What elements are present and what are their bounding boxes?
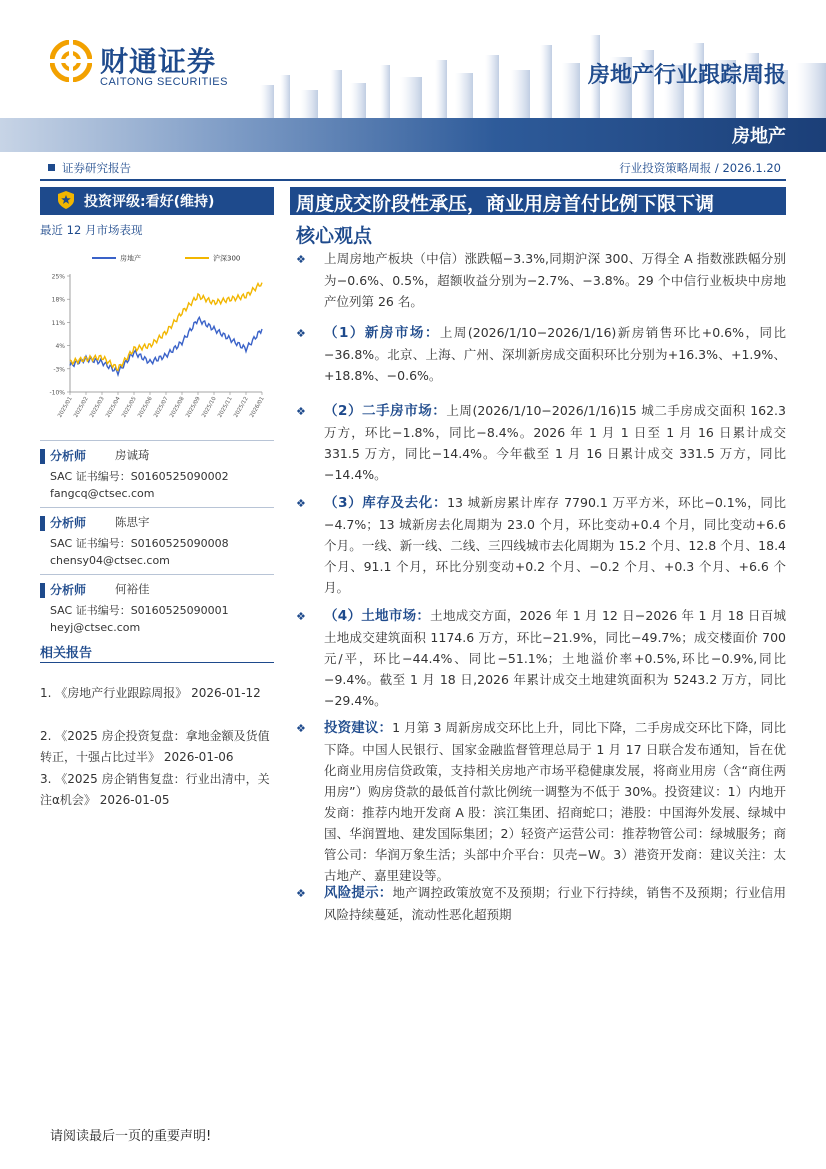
point-body: 1 月第 3 周新房成交环比上升，同比下降，二手房成交环比下降，同比下降。中国人民银行、国家金融监督管理总局于 1 月 17 日联合发布通知，旨在优化商业用房信贷政策，支持相关房地产市场平稳健康发展，将商业用房（含“商住两用房”）购房贷款的最低首付款比例统一调整为不低于 30%。投资建议：1）内地开发商：推荐内地开发商 A 股：滨江集团、招商蛇口；港股：中国海外发展、绿城中国、华润置地、建发国际集团；2）轻资产运营公司：推荐物管公司：绿城服务；商管公司：华润万象生活；头部中介平台：贝壳−W。3）港资开发商：建议关注：太古地产、嘉里建设等。 (324, 720, 787, 883)
point-heading: （1）新房市场： (324, 325, 440, 341)
point-body: 地产调控政策放宽不及预期；行业下行持续，销售不及预期；行业信用风险持续蔓延，流动性恶化超预期 (324, 885, 786, 922)
related-reports-title: 相关报告 (40, 646, 93, 661)
x-tick-label: 2025/12 (233, 396, 250, 419)
point-body: 13 城新房累计库存 7790.1 万平方米，环比−0.1%，同比−4.7%；13 城新房去化周期为 23.0 个月，环比变动+0.4 个月，同比变动+6.6 个月。一线、新一线、二线、三四线城市去化周期为 15.2 个月、12.8 个月、18.4 个月、91.1 个月，环比分别变动+0.2 个月、−0.2 个月、+0.3 个月、+6.6 个月。 (324, 495, 786, 595)
caitong-logo-icon (50, 40, 92, 82)
sector-label: 房地产 (732, 126, 786, 147)
footer-disclaimer[interactable]: 请阅读最后一页的重要声明! (50, 1129, 212, 1144)
series-line (70, 317, 262, 375)
report-series-title: 房地产行业跟踪周报 (587, 63, 786, 88)
logo-chinese-name: 财通证券 (100, 45, 217, 78)
x-tick-label: 2025/10 (201, 396, 218, 419)
diamond-bullet-icon: ❖ (296, 327, 306, 340)
point-heading: （3）库存及去化： (324, 495, 448, 511)
series-line (70, 283, 262, 371)
market-performance-chart (40, 240, 274, 432)
y-tick-label: -3% (53, 366, 65, 374)
analyst-email[interactable]: fangcq@ctsec.com (50, 487, 155, 500)
legend-label: 沪深300 (213, 254, 241, 263)
analyst-divider (40, 574, 274, 575)
related-report-item[interactable]: 2. 《2025 房企投资复盘：拿地金额及货值转正，十强占比过半》 2026-01-06 (40, 729, 270, 764)
point-new-homes (324, 322, 786, 386)
related-report-item[interactable]: 1. 《房地产行业跟踪周报》 2026-01-12 (40, 686, 261, 700)
x-tick-label: 2026/01 (249, 396, 266, 419)
y-tick-label: 18% (51, 296, 65, 304)
point-investment-advice (324, 717, 786, 886)
analyst-email[interactable]: heyj@ctsec.com (50, 621, 141, 634)
x-tick-label: 2025/04 (105, 396, 122, 419)
point-land-market (324, 605, 786, 711)
diamond-bullet-icon: ❖ (296, 722, 306, 735)
logo-english-name: CAITONG SECURITIES (100, 76, 228, 88)
shield-star-icon (58, 191, 74, 209)
x-tick-label: 2025/08 (169, 396, 186, 419)
related-reports-divider (40, 662, 274, 663)
x-tick-label: 2025/03 (89, 396, 106, 419)
analyst-sac-number: SAC 证书编号：S0160525090002 (50, 470, 229, 483)
analyst-marker (40, 449, 45, 464)
analyst-marker (40, 583, 45, 598)
y-tick-label: -10% (49, 389, 65, 397)
x-tick-label: 2025/05 (121, 396, 138, 419)
header-divider (40, 179, 786, 181)
point-heading: 风险提示： (324, 885, 393, 901)
analyst-name: 陈思宇 (115, 515, 150, 529)
point-heading: （4）土地市场： (324, 608, 431, 624)
point-body: 土地成交方面，2026 年 1 月 12 日−2026 年 1 月 18 日百城土地成交建筑面积 1174.6 万方，环比−21.9%，同比−49.7%；成交楼面价 700 元/平，环比−44.4%、同比−51.1%；土地溢价率+0.5%,环比−0.9%,同比−9.4%。截至 1 月 18 日,2026 年累计成交土地建筑面积为 5243.2 万方，同比−29.4%。 (324, 608, 786, 708)
x-tick-label: 2025/07 (153, 396, 170, 419)
chart-caption: 最近 12 月市场表现 (40, 223, 143, 237)
related-report-item[interactable]: 3. 《2025 房企销售复盘：行业出清中，关注α机会》 2026-01-05 (40, 772, 270, 807)
analyst-divider (40, 440, 274, 441)
report-headline: 周度成交阶段性承压，商业用房首付比例下限下调 (296, 193, 715, 215)
analyst-label: 分析师 (50, 449, 87, 463)
diamond-bullet-icon: ❖ (296, 887, 306, 900)
analyst-name: 房诚琦 (115, 448, 150, 462)
analyst-name: 何裕佳 (115, 582, 150, 596)
point-market-summary (324, 248, 786, 312)
x-tick-label: 2025/06 (137, 396, 154, 419)
diamond-bullet-icon: ❖ (296, 405, 306, 418)
header-banner (0, 118, 826, 152)
point-heading: 投资建议： (324, 720, 393, 736)
analyst-divider (40, 507, 274, 508)
point-inventory (324, 492, 786, 598)
y-tick-label: 11% (51, 319, 65, 327)
analyst-marker (40, 516, 45, 531)
x-tick-label: 2025/11 (217, 396, 234, 419)
x-tick-label: 2025/02 (73, 396, 90, 419)
analyst-label: 分析师 (50, 583, 87, 597)
diamond-bullet-icon: ❖ (296, 497, 306, 510)
analyst-sac-number: SAC 证书编号：S0160525090001 (50, 604, 229, 617)
investment-rating: 投资评级:看好(维持) (84, 194, 215, 210)
y-tick-label: 25% (51, 273, 65, 281)
y-tick-label: 4% (55, 343, 65, 351)
square-bullet-icon (48, 164, 55, 171)
analyst-sac-number: SAC 证书编号：S0160525090008 (50, 537, 229, 550)
diamond-bullet-icon: ❖ (296, 253, 306, 266)
analyst-email[interactable]: chensy04@ctsec.com (50, 554, 170, 567)
diamond-bullet-icon: ❖ (296, 610, 306, 623)
legend-label: 房地产 (120, 254, 141, 263)
point-body: 上周(2026/1/10−2026/1/16)新房销售环比+0.6%，同比−36.8%。北京、上海、广州、深圳新房成交面积环比分别为+16.3%、+1.9%、+18.8%、−0.6%。 (324, 325, 786, 383)
point-heading: （2）二手房市场： (324, 403, 447, 419)
report-meta: 行业投资策略周报 / 2026.1.20 (619, 161, 781, 175)
point-body: 上周房地产板块（中信）涨跌幅−3.3%,同期沪深 300、万得全 A 指数涨跌幅分别为−0.6%、0.5%，超额收益分别为−2.7%、−3.8%。29 个中信行业板块中房地产位列第 26 名。 (324, 251, 786, 309)
point-second-hand (324, 400, 786, 485)
point-risk-warning (324, 882, 786, 925)
report-type: 证券研究报告 (62, 161, 131, 175)
point-body: 上周(2026/1/10−2026/1/16)15 城二手房成交面积 162.3 万方，环比−1.8%，同比−8.4%。2026 年 1 月 1 日至 1 月 16 日累计成交 331.5 万方，同比−14.4%。今年截至 1 月 16 日累计成交 331.5 万方，同比−14.4%。 (324, 403, 786, 482)
x-tick-label: 2025/01 (57, 396, 74, 419)
core-views-title: 核心观点 (296, 225, 373, 247)
x-tick-label: 2025/09 (185, 396, 202, 419)
analyst-label: 分析师 (50, 516, 87, 530)
